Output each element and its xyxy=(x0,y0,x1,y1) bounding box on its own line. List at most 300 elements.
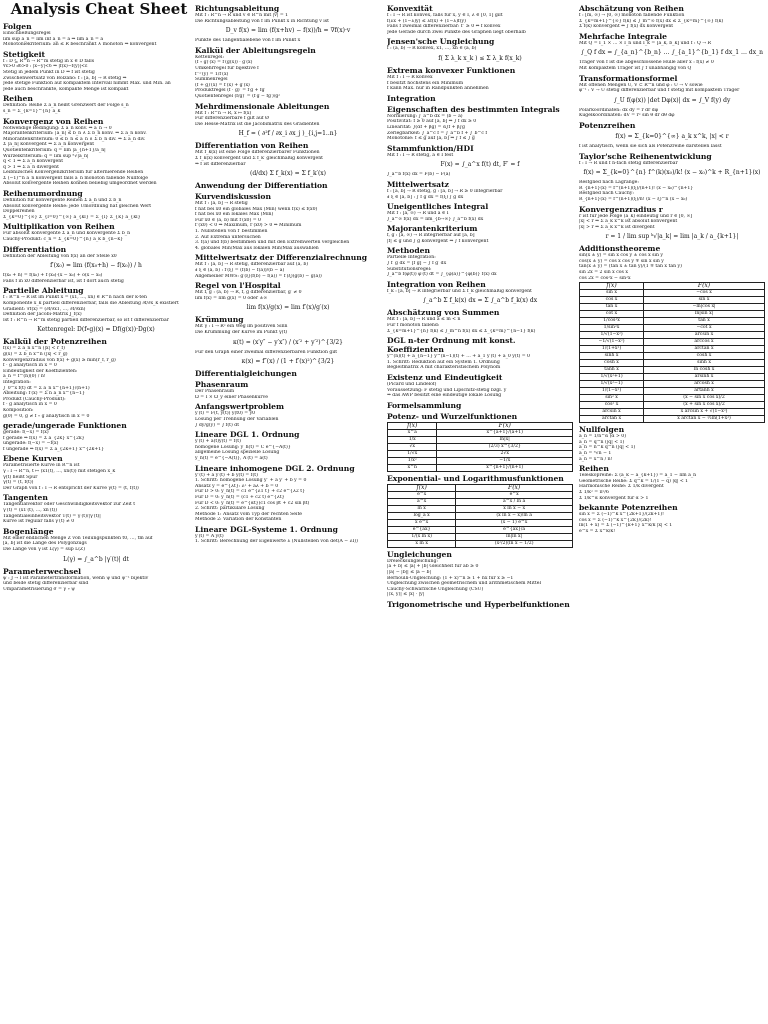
text-line: gerade: f(−x) = f(x) xyxy=(3,430,49,436)
text-line: Integration: xyxy=(3,379,31,385)
section xyxy=(3,493,189,524)
text-line: Definition für konvergente Reihen Σ a_n und Σ b_n xyxy=(3,198,122,204)
text-line: f, g : [a, ∞) → R integrierbar auf [a, b] xyxy=(387,233,475,239)
text-line: ⇒ f ist differenzierbar xyxy=(195,161,246,167)
section-heading: Abschätzung von Summen xyxy=(387,308,500,318)
section-heading: Majorantenkriterium xyxy=(387,224,478,234)
text-line: Gradient: ∇f(x) = (∂f/∂x1, …, ∂f/∂xn) xyxy=(3,306,86,312)
section xyxy=(387,336,573,371)
text-line: Definition der Ableitung von f(x) an der Stelle x0 xyxy=(3,253,117,259)
section xyxy=(387,280,573,307)
text-line: lim f(x) = lim g(x) = 0 oder ±∞ xyxy=(195,295,268,301)
text-line: Lösung per Trennung der Variablen xyxy=(195,416,279,422)
section-heading: Multiplikation von Reihen xyxy=(3,222,115,232)
text-line: (f + g)′(x) = f′(x) + g′(x) xyxy=(195,82,250,88)
text-line: Falls f zweimal differenzierbar: f″ ≥ 0 ⇔ f konvex xyxy=(387,24,501,30)
text-line: Für D < 0: y_h(t) = e^{αt}(c1 cos βt + c2 sin βt) xyxy=(195,500,310,506)
section xyxy=(3,22,189,48)
text-line: Ableitung: f′(x) = Σ n a_n x^{n−1} xyxy=(3,391,85,397)
text-line: Produkt (Cauchy-Produkt): xyxy=(3,396,66,402)
table-cell: e^{ax} xyxy=(388,526,456,533)
text-line: Zwischenwertsatz von Bolzano: f : [a, b] → R stetig ⇒ xyxy=(3,75,127,81)
text-line: ∃ ξ ∈ (a, b) : f′(ξ) = (f(b) − f(a))/(b − a) xyxy=(195,268,285,274)
section-heading: Potenzreihen xyxy=(579,120,636,130)
section xyxy=(579,4,765,30)
text-line: Jede stetige Funktion auf kompaktem Intervall nimmt Max. und Min. an xyxy=(3,81,171,87)
table-cell: (x + sin x cos x)/2 xyxy=(644,402,765,409)
section-heading: Lineare DGL-Systeme 1. Ordnung xyxy=(195,524,338,534)
text-line: f · g analytisch in x = 0 xyxy=(3,402,57,408)
section-heading: Anfangswertproblem xyxy=(195,402,285,412)
section-heading: Parameterwechsel xyxy=(3,566,82,576)
text-line: R_{n+1}(x) = f^(n+1)(ξ)/n! (x − ξ)^n (x − x₀) xyxy=(579,196,688,202)
text-line: 2. Auf Extrema untersuchen xyxy=(195,234,261,240)
text-line: Umkehrregel für bijektive f xyxy=(195,65,259,71)
text-line: Kettenregel: xyxy=(195,54,224,60)
text-line: Mit f, g : (a, b) → R, f, g differenzierbar, g′ ≠ 0 xyxy=(195,290,302,296)
table-cell: −ln|cos x| xyxy=(644,304,765,311)
table-row xyxy=(388,505,573,512)
text-line: ∫_a^b f(x) dx = F(b) − F(a) xyxy=(387,172,451,178)
section-heading: Lineare inhomogene DGL 2. Ordnung xyxy=(195,463,355,473)
text-line: Σ f_k(x) konvergent und Σ f_k′ gleichmäßig konvergent xyxy=(195,155,324,161)
table-cell: 1/√x xyxy=(388,450,437,457)
text-line: Summenregel xyxy=(195,77,228,83)
table-cell: x ln x − x xyxy=(456,505,573,512)
table-row xyxy=(388,491,573,498)
section xyxy=(3,117,189,188)
table-row xyxy=(580,409,765,416)
table-row xyxy=(388,443,573,450)
section xyxy=(195,102,381,140)
text-line: f⁻¹′(y) = 1/f′(x) xyxy=(195,71,229,77)
text-line: Begleitmatrix A mit charakteristischem Polynom xyxy=(387,365,501,371)
section xyxy=(195,281,381,313)
text-line: Für x0 ∈ (a, b) mit f′(x0) = 0 xyxy=(195,217,261,223)
text-line: Für D = 0: y_h(t) = (c1 + c2 t) e^{λt} xyxy=(195,494,285,500)
table-cell: cosh x xyxy=(644,353,765,360)
table-row xyxy=(580,388,765,395)
section xyxy=(387,224,573,244)
text-line: Dreiecksungleichung: xyxy=(387,558,438,564)
section-heading: Lineare DGL 1. Ordnung xyxy=(195,430,300,440)
table-row xyxy=(580,290,765,297)
text-line: Σ_{k=0}^{∞} Σ_{l=0}^{∞} a_{kl} = Σ_{l} Σ_{k} a_{kl} xyxy=(3,214,141,220)
text-line: sin 2x = 2 sin x cos x xyxy=(579,270,628,276)
section-heading: Transformationsformel xyxy=(579,73,678,83)
formula: κ(t) = (x′y″ − y′x″) / (x′² + y′²)^{3/2} xyxy=(233,338,343,346)
section-heading: Differentialgleichungen xyxy=(195,369,297,379)
text-line: Absolut konvergente Reihen können beliebig umgeordnet werden xyxy=(3,181,157,187)
text-line: Mit f : I → R konvex xyxy=(387,74,433,80)
section-heading: Anwendung der Differentiation xyxy=(195,181,328,191)
text-line: ∫_a^b f(φ(t)) φ′(t) dt = ∫_{φ(a)}^{φ(b)} f(x) dx xyxy=(387,272,497,278)
text-line: Wurzelkriterium: q = lim sup ⁿ√|a_n| xyxy=(3,153,89,159)
text-line: Restglied nach Cauchy: xyxy=(579,191,634,197)
text-line: Mit f : R^n → R und v ∈ R^n mit |v| = 1 xyxy=(195,13,289,18)
text-line: f : R^n → R ist im Punkt x = (x1, …, xn) ∈ R^n nach der k-ten xyxy=(3,295,147,301)
text-line: Σ f(k) konvergent ⇔ ∫ f(x) dx konvergent xyxy=(579,24,674,30)
text-line: Polarkoordinaten: dx dy = r dr dφ xyxy=(579,107,658,113)
table-cell: √x xyxy=(388,443,437,450)
table-cell: e^{ax}/a xyxy=(456,526,573,533)
formula: Kettenregel: D(f∘g)(x) = Df(g(x))·Dg(x) xyxy=(37,326,155,334)
section-heading: Abschätzung von Reihen xyxy=(579,4,684,13)
text-line: Minorantenkriterium: 0 ≤ b_n ≤ a_n ∧ Σ b_n div. ⇒ Σ a_n div. xyxy=(3,136,146,142)
table-cell: artanh x xyxy=(644,388,765,395)
text-line: f_k : [a, b] → R integrierbar und Σ f_k gleichmäßig konvergent xyxy=(387,288,532,294)
text-line: Für D > 0: y_h(t) = c1 e^{λ1 t} + c2 e^{λ2 t} xyxy=(195,489,306,495)
table-row xyxy=(580,374,765,381)
formula: L(γ) = ∫_a^b |γ′(t)| dt xyxy=(63,555,129,563)
text-line: f hat bei x0 ein globales Max (Min) wenn f(x) ≤ f(x0) xyxy=(195,206,318,212)
text-line: Absolut konvergente Reihe: jede Umordnung hat gleichen Wert xyxy=(3,203,152,209)
formula: f(x) = Σ_{k=0}^{∞} a_k x^k, |x| < r xyxy=(615,132,729,140)
text-line: a_n = 1/n^α (α > 0) xyxy=(579,434,626,440)
text-line: f ist analytisch, wenn sie sich als Potenzreihe darstellen lässt xyxy=(579,143,722,149)
table-cell: cot x xyxy=(580,311,644,318)
section xyxy=(579,121,765,150)
text-line: Mit f : [a, b] → R stetig, differenzierbar auf (a, b) xyxy=(195,262,309,268)
text-line: q > 1 ⇒ Σ a_n divergent xyxy=(3,164,59,170)
text-line: Σ (−1)^n a_n konvergent falls a_n monoton fallende Nullfolge xyxy=(3,175,148,181)
table-cell: arsinh x xyxy=(644,374,765,381)
text-line: Zerlegbarkeit: ∫_a^c f = ∫_a^b f + ∫_b^c f xyxy=(387,130,488,136)
table-cell: sinh x xyxy=(580,353,644,360)
text-line: lim sup a_n = lim inf a_n = a ⇒ lim a_n = a xyxy=(3,36,104,42)
text-line: (f ∘ g)′(x) = f′(g(x)) · g′(x) xyxy=(195,60,253,66)
section xyxy=(195,192,381,251)
text-line: Komposition: xyxy=(3,407,34,413)
text-line: homogene Lösung: y_h(t) = C e^{−A(t)} xyxy=(195,444,291,450)
table-cell: a^x / ln a xyxy=(456,498,573,505)
table-row xyxy=(388,464,573,471)
table-cell: sin x xyxy=(580,290,644,297)
section xyxy=(387,202,573,222)
section-heading: Jensen'sche Ungleichung xyxy=(387,37,495,47)
text-line: r ist für jede Folge (a_k) eindeutig und r ∈ [0, ∞] xyxy=(579,213,693,219)
section-heading: Konvergenz von Reihen xyxy=(3,116,104,126)
table-cell: 1/sin²x xyxy=(580,325,644,332)
section-heading: Existenz und Eindeutigkeit xyxy=(387,373,503,382)
formula: H_f = ( ∂²f / ∂x_i ∂x_j )_{i,j=1..n} xyxy=(238,130,338,138)
section-heading: Mehrfache Integrale xyxy=(579,31,667,41)
text-line: Der Phasenraum xyxy=(195,389,235,395)
text-line: s_n = Σ_{k=1}^{n} a_k xyxy=(3,108,61,114)
section xyxy=(195,181,381,190)
text-line: Für den Graph einer zweimal differenzierbaren Funktion gilt xyxy=(195,349,338,355)
text-line: ⇒ das AWP besitzt eine eindeutige lokale Lösung xyxy=(387,393,502,399)
column-3 xyxy=(387,2,573,1022)
section xyxy=(387,600,573,609)
text-line: a_n = n^k q^n (|q| < 1) xyxy=(579,445,636,451)
text-line: Mit f : [a, b] → R stetig xyxy=(195,201,248,207)
formula-table xyxy=(387,422,573,472)
table-row xyxy=(580,339,765,346)
text-line: Falls f in x0 differenzierbar ist, ist f dort auch stetig xyxy=(3,278,124,284)
table-row xyxy=(580,395,765,402)
text-line: ∫_a^∞ f(x) dx = lim_{b→∞} ∫_a^b f(x) dx xyxy=(387,216,484,222)
section xyxy=(3,454,189,491)
text-line: Allgemeiner MWS: g′(ξ)(f(b) − f(a)) = f′(ξ)(g(b) − g(a)) xyxy=(195,273,322,279)
text-line: Bernoulli-Ungleichung: (1 + x)^n ≥ 1 + nx für x ≥ −1 xyxy=(387,575,514,581)
section xyxy=(579,425,765,462)
text-line: Quotientenkriterium: q = lim |a_{n+1}/a_n| xyxy=(3,147,106,153)
table-cell: arctan x xyxy=(644,346,765,353)
table-row xyxy=(388,498,573,505)
table-cell: cos² x xyxy=(580,402,644,409)
text-line: y^(n)(t) + a_{n−1} y^(n−1)(t) + … + a_1 y′(t) + a_0 y(t) = 0 xyxy=(387,354,530,360)
section-heading: Folgen xyxy=(3,22,32,31)
table-cell: ln cosh x xyxy=(644,367,765,374)
table-cell: log_a x xyxy=(388,512,456,519)
table-header-row xyxy=(388,422,573,429)
section xyxy=(579,32,765,72)
section xyxy=(579,244,765,423)
text-line: Für absolut konvergente Σ a_n und konvergente Σ b_n xyxy=(3,231,131,237)
text-line: a_n = f^(n)(0) / n! xyxy=(3,374,46,380)
text-line: Mit f_k(x) ist eine Folge differenzierbarer Funktionen xyxy=(195,150,320,156)
text-line: Ω = I × Ω_y einer Phasenkurve xyxy=(195,394,268,400)
text-line: Kugelkoordinaten: dV = r² sin θ dr dθ dφ xyxy=(579,113,675,119)
table-row xyxy=(388,540,573,547)
text-line: Tangentialeinheitsvektor T(t) = γ′(t)/|γ′(t)| xyxy=(3,513,101,519)
text-line: f″(x0) < 0 ⇒ Maximum, f″(x0) > 0 ⇒ Minimum xyxy=(195,223,302,229)
text-line: g(0) = 0, g ≠ f ∘ g analytisch in x = 0 xyxy=(3,413,90,419)
table-cell: (2/3) x^{3/2} xyxy=(437,443,573,450)
section-heading: Trigonometrische und Hyperbelfunktionen xyxy=(387,599,570,609)
section xyxy=(387,373,573,399)
table-cell: e^x xyxy=(456,491,573,498)
table-cell: 1/cos²x xyxy=(580,318,644,325)
text-line: Produktregel (f · g)′ = f′g + fg′ xyxy=(195,88,266,94)
text-line: f besitzt höchstens ein Minimum xyxy=(387,80,464,86)
text-line: e^x = Σ x^k/k! xyxy=(579,528,616,534)
text-line: Die Krümmung der Kurve im Punkt γ(t) xyxy=(195,330,288,335)
section xyxy=(387,308,573,334)
table-cell: x e^x xyxy=(388,519,456,526)
text-line: Monotoniekriterium: an ≤ R beschränkt ∧ monoton ⇒ konvergent xyxy=(3,42,157,48)
table-cell: −cos x xyxy=(644,290,765,297)
text-line: Ist f : R^n → R^m stetig partiell differenzierbar, so ist f differenzierbar xyxy=(3,317,169,323)
text-line: (Picard und Lindelöf) xyxy=(387,382,437,387)
section xyxy=(579,503,765,534)
text-line: Doppelreihen xyxy=(3,209,35,215)
text-line: y′(t) = A y(t) xyxy=(195,533,224,539)
table-row xyxy=(580,311,765,318)
text-line: ∀ε>0 ∃δ>0 : |x−y|<δ ⇒ |f(x)−f(y)|<ε xyxy=(3,64,88,70)
section-heading: Extrema konvexer Funktionen xyxy=(387,65,516,75)
text-line: Σ_{k=m+1}^{n} f(k) ≤ ∫_m^n f(x) dx ≤ Σ_{k=m}^{n−1} f(k) xyxy=(387,328,536,334)
table-cell: 1/(1+x²) xyxy=(580,346,644,353)
text-line: φ⁻¹ : V → U stetig differenzierbar und f stetig mit kompaktem Träger xyxy=(579,88,740,94)
text-line: y′(t) = F(t, y(t)) y(t0) = y0 xyxy=(195,411,256,417)
table-cell: arcsin x xyxy=(644,332,765,339)
text-line: Punkte des Tangentialebene von f im Punkt x xyxy=(195,38,301,44)
table-cell: cos x xyxy=(580,297,644,304)
text-line: Voraussetzung: F stetig und Lipschitz-stetig bzgl. y xyxy=(387,387,507,393)
text-line: Majorantenkriterium: |a_n| ≤ b_n ∧ Σ b_n konv. ⇒ Σ a_n konv. xyxy=(3,131,147,137)
text-line: Definition der Jacobi-Matrix J_f(x) xyxy=(3,312,82,318)
table-row xyxy=(580,381,765,388)
text-line: f hat bei x0 ein lokales Max (Min) xyxy=(195,212,274,218)
table-row xyxy=(580,402,765,409)
table-cell: tan x xyxy=(644,318,765,325)
text-line: |a + b| ≤ |a| + |b| Gleichheit für ab ≥ 0 xyxy=(387,564,479,570)
text-line: Positivität: f ≥ 0 auf [a, b] ⇒ ∫ f dx ≥ 0 xyxy=(387,119,477,125)
formula: lim f(x)/g(x) = lim f′(x)/g′(x) xyxy=(246,304,330,312)
text-line: Mit Q = I_1 × … × I_n und I_k = [a_k, b_k] und f : Q → R xyxy=(579,40,711,46)
text-line: f(x) = Σ a_n x^n (|x| < r_f) xyxy=(3,346,65,352)
text-line: |x| > r ⇒ Σ a_k x^k ist divergent xyxy=(579,224,655,230)
table-row xyxy=(388,450,573,457)
table-cell: (x²/2)(ln x − 1/2) xyxy=(456,540,573,547)
text-line: Eindeutigkeit der Koeffizienten: xyxy=(3,368,78,374)
section-heading: Partielle Ableitung xyxy=(3,286,84,296)
text-line: cos(x ± y) = cos x cos y ∓ sin x sin y xyxy=(579,258,664,264)
text-line: Jede Gerade durch zwei Punkte des Graphen liegt oberhalb xyxy=(387,29,526,35)
section xyxy=(195,464,381,523)
section-heading: Differentiation von Reihen xyxy=(195,141,309,151)
table-cell: 1/√(x²−1) xyxy=(580,381,644,388)
table-cell: cosh x xyxy=(580,360,644,367)
section xyxy=(3,567,189,593)
text-line: Kurve ist regulär falls γ′(t) ≠ 0 xyxy=(3,519,75,525)
text-line: Für f monoton fallend: xyxy=(387,323,440,329)
table-cell: ln|x| xyxy=(437,436,573,443)
text-line: sin x = Σ (−1)^k x^{2k+1}/(2k+1)! xyxy=(579,512,664,518)
table-cell: arcosh x xyxy=(644,381,765,388)
text-line: [a, b] ist die Länge des Polygonzugs xyxy=(3,541,87,547)
text-line: |⟨x, y⟩| ≤ |x| · |y| xyxy=(387,592,425,598)
text-line: Jede auch beschränkte, kompakte Menge ist kompakt xyxy=(3,86,129,92)
section xyxy=(387,180,573,200)
text-line: Die Hesse-Matrix ist die Jacobimatrix des Gradienten xyxy=(195,121,320,127)
section xyxy=(195,253,381,279)
section xyxy=(3,286,189,335)
table-cell: arctan x xyxy=(580,416,644,423)
section xyxy=(579,464,765,501)
text-line: f · g analytisch in x = 0 xyxy=(3,363,57,369)
text-line: Σ 1/k^α konvergent für α > 1 xyxy=(579,495,649,501)
section-heading: Tangenten xyxy=(3,493,48,503)
text-line: Cauchy-Produkt: c_n = Σ_{k=0}^{n} a_k b_{n−k} xyxy=(3,237,124,243)
table-cell: sin x xyxy=(644,297,765,304)
section xyxy=(3,94,189,114)
table-header-row xyxy=(388,484,573,491)
text-line: 3. f(a) und f(b) bestimmen und mit den Extremwerten vergleichen xyxy=(195,240,350,246)
text-line: ψ : J → I ist Parametertransformation, wenn ψ und ψ⁻¹ bijektiv xyxy=(3,575,149,581)
text-line: cos x = Σ (−1)^k x^{2k}/(2k)! xyxy=(579,517,652,523)
table-header-cell: F(x) xyxy=(644,283,765,290)
text-line: 1. Schritt: homogene Lösung y″ + a y′ + b y = 0 xyxy=(195,478,307,484)
text-line: Der Graph von f : I → R entspricht der Kurve γ(t) = (t, f(t)) xyxy=(3,485,139,491)
text-line: Σ 1/k² = π²/6 xyxy=(579,490,609,495)
section-heading: Methoden xyxy=(387,246,430,256)
table-cell: 1/(x ln x) xyxy=(388,533,456,540)
table-row xyxy=(580,360,765,367)
text-line: ∫ dy/g(y) = ∫ f(t) dt xyxy=(195,422,240,428)
text-line: Stetig in jedem Punkt in D ⇒ f ist stetig xyxy=(3,69,95,75)
section xyxy=(387,94,573,103)
section-heading: Konvexität xyxy=(387,4,433,13)
text-line: Tangentialvektor oder Geschwindigkeitsvektor zur Zeit t xyxy=(3,502,136,508)
text-line: Ungleichung zwischen geometrischem und arithmetischem Mittel xyxy=(387,581,541,587)
table-cell: x arctan x − ½ln(1+x²) xyxy=(644,416,765,423)
table-cell: ln|ln x| xyxy=(456,533,573,540)
section xyxy=(3,50,189,93)
section-heading: gerade/ungerade Funktionen xyxy=(3,421,127,431)
formula: r = 1 / lim sup ᵏ√|a_k| = lim |a_k / a_{k+1}| xyxy=(605,233,739,241)
section-heading: Formelsammlung xyxy=(387,400,462,410)
formula: D_v f(x) = lim (f(x+hv) − f(x))/h = ∇f(x)·v xyxy=(225,27,351,35)
section-heading: DGL n-ter Ordnung mit konst. Koeffizienten xyxy=(387,336,516,355)
text-line: Linearität: ∫(αf + βg) = α∫f + β∫g xyxy=(387,124,465,130)
section-heading: Konvergenzradius r xyxy=(579,204,663,214)
section xyxy=(3,527,189,565)
formula: κ(x) = f″(x) / (1 + f′(x)²)^{3/2} xyxy=(241,358,335,366)
section-heading: Differentiation xyxy=(3,244,67,254)
text-line: Mit f : I → R stetig, a ∈ I fest xyxy=(387,152,454,158)
table-row xyxy=(580,304,765,311)
table-row xyxy=(388,533,573,540)
section xyxy=(579,152,765,203)
section-heading: Exponential- und Logarithmusfunktionen xyxy=(387,473,564,483)
section-heading: Mehrdimensionale Ableitungen xyxy=(195,101,330,111)
text-line: Träger von f ist die abgeschlossene Hülle aller x : f(x) ≠ 0 xyxy=(579,60,714,66)
text-line: f(x₀ + h) = f(x₀) + f′(x₀)·(x − x₀) + o(x − x₀) xyxy=(3,273,103,279)
text-line: f ungerade ⇒ f(x) = Σ a_{2k+1} x^{2k+1} xyxy=(3,446,105,452)
table-row xyxy=(580,353,765,360)
section xyxy=(387,4,573,35)
text-line: Umparametrisierung σ = γ ∘ ψ xyxy=(3,586,75,592)
section xyxy=(579,74,765,119)
text-line: Teleskopreihe: Σ (a_k − a_{k+1}) = a_1 − lim a_n xyxy=(579,473,697,479)
text-line: Einschließungsregel xyxy=(3,31,51,36)
text-line: allgemeine Lösung spezielle Lösung xyxy=(195,450,280,456)
table-cell: arccos x xyxy=(644,339,765,346)
section-heading: Bogenlänge xyxy=(3,526,54,536)
text-line: f(λx + (1−λ)y) ≤ λf(x) + (1−λ)f(y) xyxy=(387,18,466,24)
text-line: γ(t) heißt Spur xyxy=(3,474,38,480)
text-line: Die Richtungsableitung von f im Punkt x in Richtung v ist xyxy=(195,18,329,24)
section xyxy=(387,144,573,178)
section-heading: Nullfolgen xyxy=(579,425,625,435)
text-line: Restglied nach Lagrange: xyxy=(579,180,639,186)
table-header-cell: F(x) xyxy=(437,422,573,429)
table-cell: sin² x xyxy=(580,395,644,402)
text-line: Σ_{k=m+1}^{∞} f(k) ≤ ∫_m^∞ f(x) dx ≤ Σ_{k=m}^{∞} f(k) xyxy=(579,18,724,24)
section xyxy=(195,380,381,400)
text-line: f : [m, ∞) → [0, ∞) monoton fallende Funktion xyxy=(579,13,685,18)
text-line: Harmonische Reihe: Σ 1/k divergent xyxy=(579,484,664,490)
table-row xyxy=(388,436,573,443)
section xyxy=(387,105,573,142)
section xyxy=(387,550,573,598)
text-line: Konvergenzradius von f(x) + g(x) ≥ min(r_f, r_g) xyxy=(3,357,116,363)
text-line: 4. globales Min/Max aus lokalen Min/Max auswählen xyxy=(195,245,319,251)
table-row xyxy=(580,325,765,332)
section-heading: Ebene Kurven xyxy=(3,454,63,464)
table-cell: tanh x xyxy=(580,367,644,374)
table-row xyxy=(580,367,765,374)
text-line: Definition: Reihe Σ a_n heißt Grenzwert der Folge s_n xyxy=(3,103,129,109)
section-heading: Eigenschaften des bestimmten Integrals xyxy=(387,104,560,114)
column-2 xyxy=(195,2,381,1022)
text-line: ∃ ξ ∈ [a, b] : ∫ f g dx = f(ξ) ∫ g dx xyxy=(387,194,464,200)
table-row xyxy=(388,526,573,533)
section xyxy=(3,245,189,285)
